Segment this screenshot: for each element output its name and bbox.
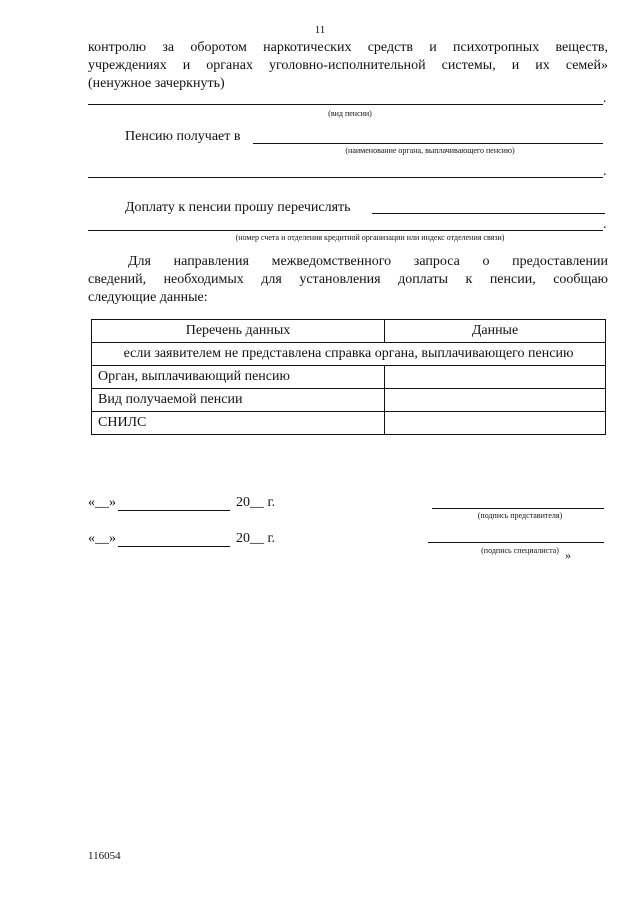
table-row-value[interactable] [385, 389, 606, 412]
date-line[interactable] [118, 546, 230, 547]
table-row-value[interactable] [385, 412, 606, 435]
pension-receiver-label: Пенсию получает в [125, 129, 241, 144]
table-row [92, 366, 606, 389]
request-line-1: Для направления межведомственного запроса о предоставлении [128, 254, 608, 269]
specialist-signature-line[interactable] [428, 542, 604, 543]
specialist-caption: (подпись специалиста) [481, 546, 559, 555]
intro-line-2: учреждениях и органах уголовно-исполнительной системы, и их семей» [88, 58, 608, 73]
pension-receiver-caption: (наименование органа, выплачивающего пенсию) [345, 146, 515, 155]
table-row [92, 389, 606, 412]
transfer-label: Доплату к пенсии прошу перечислять [125, 200, 351, 215]
request-line-2: сведений, необходимых для установления доплаты к пенсии, сообщаю [88, 272, 608, 287]
table-condition-text: если заявителем не представлена справка органа, выплачивающего пенсию [92, 343, 606, 366]
date-line[interactable] [118, 510, 230, 511]
period: . [603, 164, 607, 179]
table-row [92, 412, 606, 435]
pension-receiver-line-2[interactable] [88, 177, 603, 178]
transfer-line[interactable] [372, 213, 605, 214]
table-row-value[interactable] [385, 366, 606, 389]
footer-code: 116054 [88, 850, 121, 862]
representative-caption: (подпись представителя) [477, 511, 563, 520]
intro-line-1: контролю за оборотом наркотических средств и психотропных веществ, [88, 40, 608, 55]
date-prefix: «__» [88, 495, 116, 510]
table-row-label: СНИЛС [92, 412, 385, 435]
pension-type-line[interactable] [88, 104, 603, 105]
table-row-label: Орган, выплачивающий пенсию [92, 366, 385, 389]
pension-type-caption: (вид пенсии) [328, 109, 372, 118]
table-condition-row [92, 343, 606, 366]
table-header-list: Перечень данных [92, 320, 385, 343]
representative-signature-line[interactable] [432, 508, 604, 509]
closing-quote: » [565, 548, 571, 562]
year-label: 20__ г. [236, 531, 276, 546]
date-prefix: «__» [88, 531, 116, 546]
data-table [91, 319, 606, 435]
year-label: 20__ г. [236, 495, 276, 510]
intro-line-3: (ненужное зачеркнуть) [88, 76, 225, 91]
table-header-data: Данные [385, 320, 606, 343]
period: . [603, 217, 607, 232]
table-header-row [92, 320, 606, 343]
pension-receiver-line[interactable] [253, 143, 603, 144]
request-line-3: следующие данные: [88, 290, 208, 305]
period: . [603, 91, 607, 106]
transfer-line-2[interactable] [88, 230, 603, 231]
table-row-label: Вид получаемой пенсии [92, 389, 385, 412]
transfer-caption: (номер счета и отделения кредитной организации или индекс отделения связи) [235, 233, 505, 242]
page-number: 11 [314, 24, 326, 36]
